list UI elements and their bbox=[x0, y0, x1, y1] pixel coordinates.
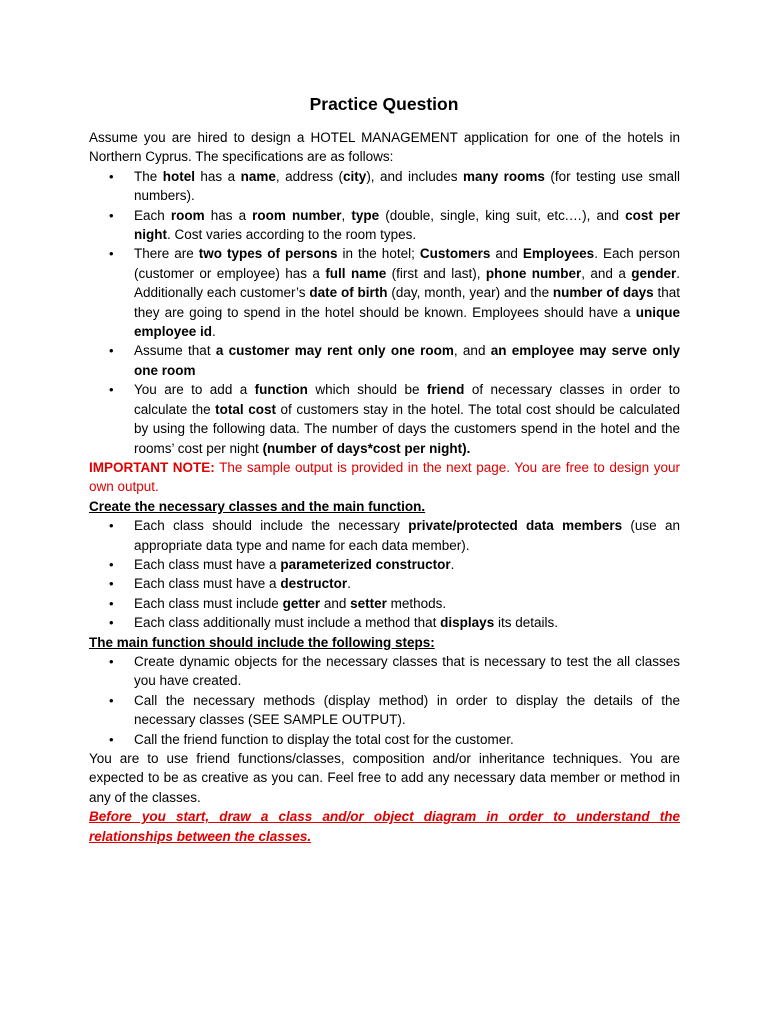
text: Each bbox=[134, 207, 171, 223]
list-item bbox=[89, 341, 680, 380]
text: Assume that bbox=[134, 343, 216, 359]
list-item bbox=[89, 555, 680, 574]
bold-text: date of birth bbox=[309, 285, 388, 301]
text: that they are going to spend in the hotel should be known. Employees should have a bbox=[134, 285, 680, 320]
text: of necessary classes in order to calculate the bbox=[134, 382, 680, 417]
bold-text: a customer may rent only one room bbox=[215, 343, 454, 359]
bold-text: Employees bbox=[522, 246, 595, 262]
text: and bbox=[320, 595, 351, 611]
text: its details. bbox=[494, 615, 558, 631]
bullet-icon: • bbox=[109, 246, 114, 262]
bullet-icon: • bbox=[109, 556, 114, 572]
main-function-heading: The main function should include the following steps: bbox=[89, 634, 435, 650]
bullet-icon: • bbox=[109, 731, 114, 747]
text: has a bbox=[194, 168, 241, 184]
bold-text: type bbox=[351, 207, 380, 223]
bullet-icon: • bbox=[109, 653, 114, 669]
bold-text: (number of days*cost per night). bbox=[262, 440, 471, 456]
bold-text: displays bbox=[440, 615, 495, 631]
text: has a bbox=[204, 207, 253, 223]
text: , bbox=[341, 207, 352, 223]
bold-text: gender bbox=[631, 265, 677, 281]
bold-text: parameterized constructor bbox=[280, 556, 451, 572]
bullet-icon: • bbox=[109, 168, 114, 184]
text: , address ( bbox=[275, 168, 344, 184]
text: in the hotel; bbox=[337, 246, 420, 262]
bold-text: an employee may serve only one room bbox=[134, 343, 680, 378]
bold-text: function bbox=[254, 382, 308, 398]
bullet-icon: • bbox=[109, 343, 114, 359]
text: (for testing use small numbers). bbox=[134, 168, 681, 204]
important-note-label: IMPORTANT NOTE: bbox=[89, 459, 215, 475]
important-note-text: The sample output is provided in the next page. You are free to design your own output. bbox=[89, 459, 680, 495]
text: Each class must include bbox=[134, 595, 283, 611]
bold-text: cost per night bbox=[134, 207, 680, 243]
bold-text: room bbox=[170, 207, 205, 223]
text: which should be bbox=[307, 382, 427, 398]
text: Create dynamic objects for the necessary classes that is necessary to test the all classes you have created. bbox=[134, 653, 680, 689]
text: There are bbox=[134, 246, 199, 262]
bold-text: friend bbox=[426, 382, 465, 398]
list-item bbox=[89, 380, 680, 458]
list-item bbox=[89, 594, 680, 613]
text: (use an appropriate data type and name for each data member). bbox=[134, 518, 681, 553]
bullet-icon: • bbox=[109, 595, 114, 611]
text: Call the friend function to display the total cost for the customer. bbox=[134, 731, 514, 747]
text: Each class must have a bbox=[134, 576, 281, 592]
intro-paragraph: Assume you are hired to design a HOTEL MANAGEMENT application for one of the hotels in Northern Cyprus. The specifications are as follows: bbox=[89, 130, 680, 165]
bold-text: total cost bbox=[215, 401, 276, 417]
bold-text: destructor bbox=[280, 576, 348, 592]
bold-text: Customers bbox=[419, 246, 491, 262]
closing-paragraph: You are to use friend functions/classes, composition and/or inheritance techniques. You are expected to be as creative as you can. Feel free to add any necessary data member or method in any of the classes. bbox=[89, 751, 680, 805]
text: (day, month, year) and the bbox=[387, 285, 553, 301]
list-item bbox=[89, 206, 680, 245]
text: . Each person (customer or employee) has a bbox=[134, 246, 680, 281]
important-note bbox=[89, 458, 680, 497]
text: . bbox=[347, 576, 351, 592]
text: . bbox=[450, 556, 455, 572]
text: Call the necessary methods (display method) in order to display the details of the necessary classes (SEE SAMPLE OUTPUT). bbox=[134, 692, 680, 728]
text: , and bbox=[453, 343, 491, 359]
main-function-steps-list bbox=[89, 652, 680, 749]
bullet-icon: • bbox=[109, 207, 114, 223]
text: Each class must have a bbox=[134, 556, 281, 572]
list-item bbox=[89, 730, 680, 749]
text: Each class should include the necessary bbox=[134, 518, 409, 534]
final-note: Before you start, draw a class and/or object diagram in order to understand the relationships between the classes. bbox=[89, 809, 680, 844]
document-body bbox=[89, 0, 680, 846]
list-item bbox=[89, 613, 680, 632]
list-item bbox=[89, 691, 680, 730]
list-item bbox=[89, 167, 680, 206]
text: You are to add a bbox=[134, 382, 255, 398]
bold-text: getter bbox=[282, 595, 321, 611]
page-title: Practice Question bbox=[309, 94, 459, 114]
bullet-icon: • bbox=[109, 382, 114, 398]
bold-text: setter bbox=[350, 595, 387, 611]
bold-text: hotel bbox=[162, 168, 195, 184]
text: Each class additionally must include a method that bbox=[134, 615, 441, 631]
text: The bbox=[134, 168, 163, 184]
bullet-icon: • bbox=[109, 518, 114, 534]
bullet-icon: • bbox=[109, 692, 114, 708]
bullet-icon: • bbox=[109, 615, 114, 631]
classes-heading: Create the necessary classes and the main function. bbox=[89, 498, 426, 514]
text: ), and includes bbox=[366, 168, 463, 184]
text: . Cost varies according to the room types. bbox=[167, 227, 417, 243]
bold-text: room number bbox=[252, 207, 342, 223]
bold-text: number of days bbox=[552, 285, 654, 301]
bold-text: private/protected data members bbox=[408, 518, 623, 534]
bold-text: phone number bbox=[485, 265, 582, 281]
bold-text: unique employee id bbox=[134, 304, 680, 340]
list-item bbox=[89, 516, 680, 555]
list-item bbox=[89, 574, 680, 593]
text: . bbox=[212, 324, 216, 340]
bold-text: many rooms bbox=[462, 168, 545, 184]
text: (double, single, king suit, etc.…), and bbox=[379, 207, 626, 223]
bold-text: name bbox=[240, 168, 276, 184]
class-requirements-list bbox=[89, 516, 680, 632]
bold-text: two types of persons bbox=[198, 246, 338, 262]
bold-text: city bbox=[343, 168, 367, 184]
text: and bbox=[490, 246, 523, 262]
specification-list bbox=[89, 167, 680, 458]
text: . Additionally each customer’s bbox=[134, 265, 681, 301]
text: , and a bbox=[581, 265, 632, 281]
bullet-icon: • bbox=[109, 576, 114, 592]
text: methods. bbox=[386, 595, 447, 611]
list-item bbox=[89, 652, 680, 691]
text: of customers stay in the hotel. The total cost should be calculated by using the following data. The number of days the customers spend in the hotel and the rooms’ cost per night bbox=[134, 401, 680, 456]
bold-text: full name bbox=[325, 265, 387, 281]
text: (first and last), bbox=[386, 265, 486, 281]
list-item bbox=[89, 244, 680, 341]
